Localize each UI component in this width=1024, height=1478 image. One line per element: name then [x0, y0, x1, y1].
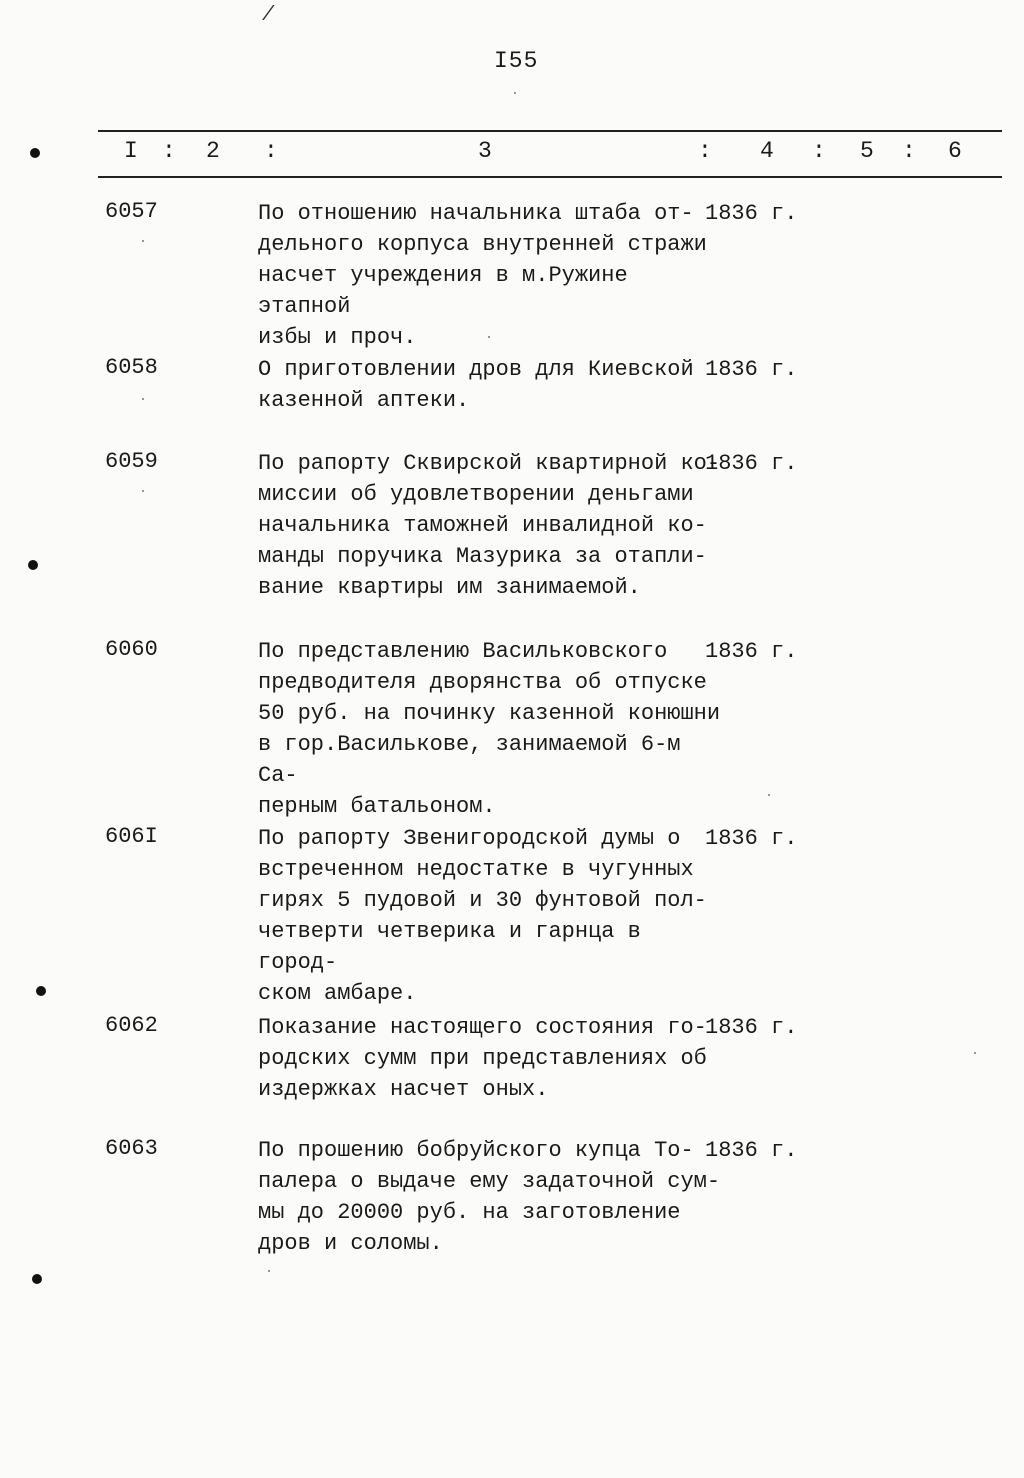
- scan-speck: [268, 1270, 270, 1272]
- entry-year: 1836 г.: [705, 451, 798, 476]
- entry-text: По представлению Васильковского предводителя дворянства об отпуске 50 руб. на починку казенной конюшни в гор.Василькове, занимаемой 6-м Са- перным батальоном.: [258, 639, 721, 819]
- entry-year: 1836 г.: [705, 826, 798, 851]
- entry-number: 6059: [105, 449, 158, 474]
- scan-speck: [768, 794, 770, 796]
- entry-number: 6060: [105, 637, 158, 662]
- column-header-2: 2: [206, 138, 220, 164]
- column-separator: :: [812, 138, 826, 164]
- column-header-5: 5: [860, 138, 874, 164]
- entry-number: 6062: [105, 1013, 158, 1038]
- punch-hole-icon: [36, 986, 46, 996]
- entry-text: По отношению начальника штаба от- дельного корпуса внутренней стражи насчет учреждения в м.Ружине этапной избы и проч.: [258, 201, 707, 350]
- scan-speck: [514, 92, 516, 94]
- pencil-mark: /: [262, 4, 275, 27]
- column-header-4: 4: [760, 138, 774, 164]
- entry-year: 1836 г.: [705, 357, 798, 382]
- entry-year: 1836 г.: [705, 1015, 798, 1040]
- entry-year: 1836 г.: [705, 639, 798, 664]
- column-separator: :: [264, 138, 278, 164]
- scan-speck: [142, 398, 144, 400]
- column-header-3: 3: [478, 138, 492, 164]
- scan-speck: [142, 240, 144, 242]
- header-top-rule: [98, 130, 1002, 132]
- punch-hole-icon: [30, 148, 40, 158]
- entry-text: О приготовлении дров для Киевской казенной аптеки.: [258, 357, 694, 413]
- entry-year: 1836 г.: [705, 1138, 798, 1163]
- entry-text: По прошению бобруйского купца То- палера о выдаче ему задаточной сум- мы до 20000 руб. на заготовление дров и соломы.: [258, 1138, 721, 1256]
- entry-number: 6057: [105, 199, 158, 224]
- entry-text: Показание настоящего состояния го- родских сумм при представлениях об издержках насчет оных.: [258, 1015, 707, 1102]
- punch-hole-icon: [32, 1274, 42, 1284]
- column-header-6: 6: [948, 138, 962, 164]
- column-separator: :: [902, 138, 916, 164]
- entry-number: 606I: [105, 824, 158, 849]
- scan-speck: [488, 336, 490, 338]
- punch-hole-icon: [28, 560, 38, 570]
- entry-text: По рапорту Звенигородской думы о встреченном недостатке в чугунных гирях 5 пудовой и 30 фунтовой пол- четверти четверика и гарнца в город- ском амбаре.: [258, 826, 707, 1006]
- scan-speck: [142, 490, 144, 492]
- entry-text: По рапорту Сквирской квартирной ко- миссии об удовлетворении деньгами начальника таможней инвалидной ко- манды поручика Мазурика за отапли- вание квартиры им занимаемой.: [258, 451, 721, 600]
- column-separator: :: [698, 138, 712, 164]
- scan-speck: [974, 1052, 976, 1054]
- page-number: I55: [494, 48, 539, 74]
- entry-number: 6058: [105, 355, 158, 380]
- header-bottom-rule: [98, 176, 1002, 178]
- column-header-1: I: [124, 138, 138, 164]
- entry-year: 1836 г.: [705, 201, 798, 226]
- entry-number: 6063: [105, 1136, 158, 1161]
- column-separator: :: [162, 138, 176, 164]
